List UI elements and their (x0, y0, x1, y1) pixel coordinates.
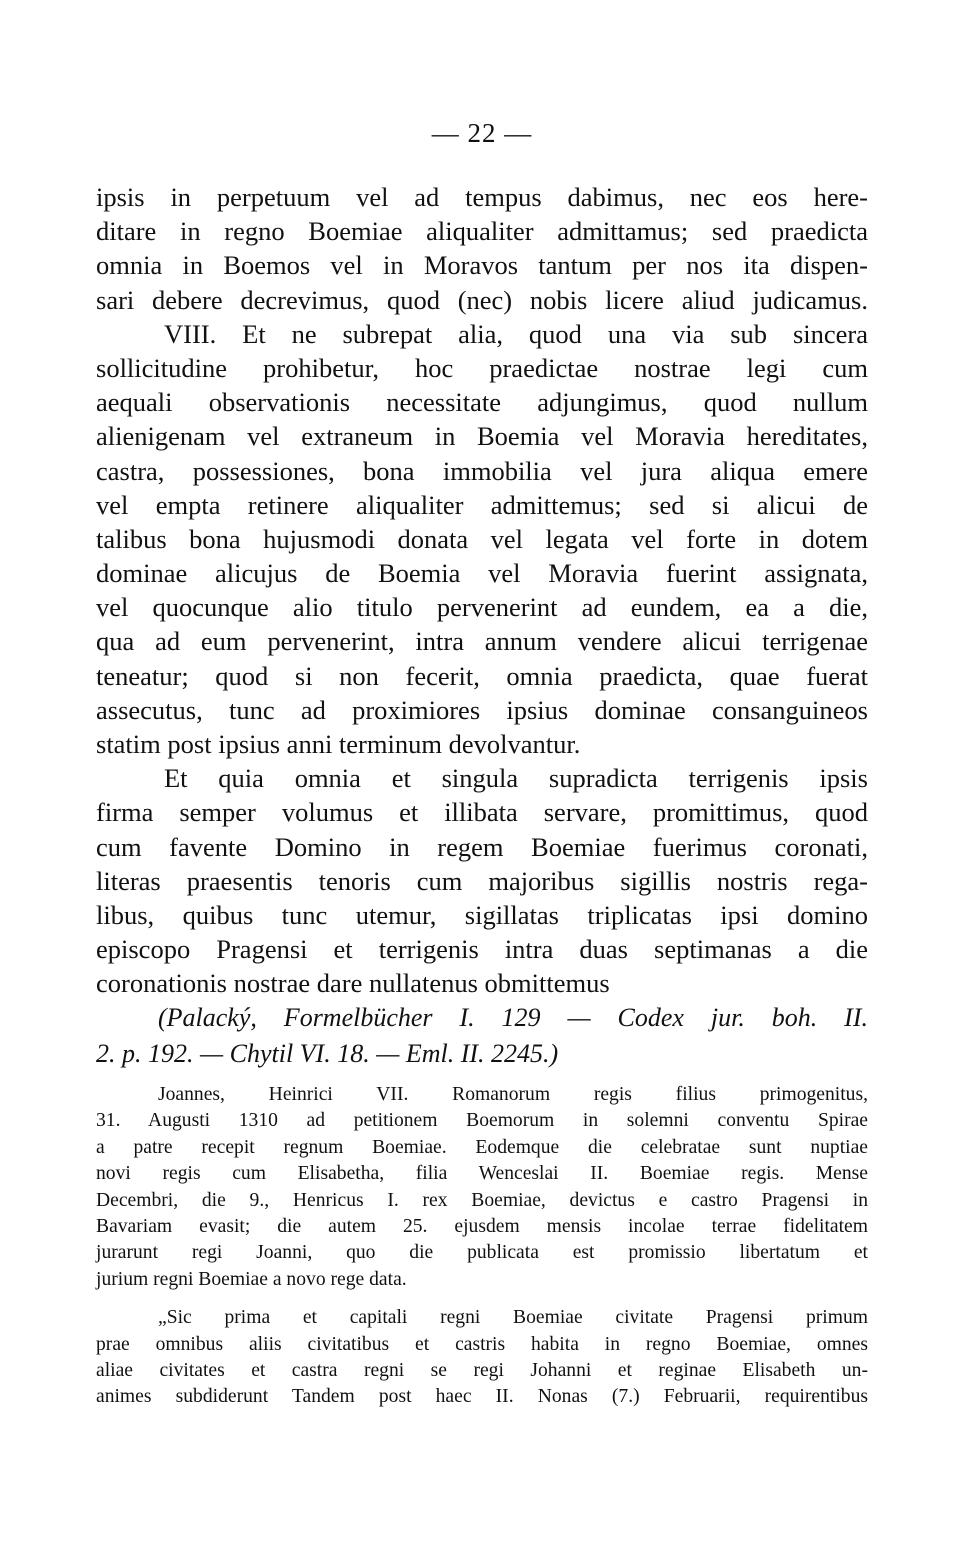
note-line: a patre recepit regnum Boemiae. Eodemque die celebratae sunt nuptiae (96, 1136, 868, 1158)
main-line: qua ad eum pervenerint, intra annum vendere alicui terrigenae (96, 626, 868, 657)
note-line: jurarunt regi Joanni, quo die publicata est promissio libertatum et (96, 1242, 868, 1264)
note-line: animes subdiderunt Tandem post haec II. Nonas (7.) Februarii, requirentibus (96, 1386, 868, 1408)
main-line: Et quia omnia et singula supradicta terrigenis ipsis (164, 763, 868, 794)
note-line: novi regis cum Elisabetha, filia Wenceslai II. Boemiae regis. Mense (96, 1163, 868, 1185)
main-line: aequali observationis necessitate adjungimus, quod nullum (96, 387, 868, 418)
note-line: prae omnibus aliis civitatibus et castris habita in regno Boemiae, omnes (96, 1333, 868, 1355)
main-line: ipsis in perpetuum vel ad tempus dabimus, nec eos here- (96, 182, 868, 212)
main-line: sollicitudine prohibetur, hoc praedictae nostrae legi cum (96, 352, 868, 383)
commentary-notes (96, 1082, 868, 1411)
main-line: libus, quibus tunc utemur, sigillatas triplicatas ipsi domino (96, 899, 868, 930)
main-line: assecutus, tunc ad proximiores ipsius dominae consanguineos (96, 694, 868, 725)
main-line: firma semper volumus et illibata servare, promittimus, quod (96, 797, 868, 828)
note-line: jurium regni Boemiae a novo rege data. (96, 1268, 407, 1290)
main-text (96, 180, 868, 1001)
main-line: teneatur; quod si non fecerit, omnia praedicta, quae fuerat (96, 660, 868, 691)
note-line: Decembri, die 9., Henricus I. rex Boemiae, devictus e castro Pragensi in (96, 1189, 868, 1211)
main-line: castra, possessiones, bona immobilia vel jura aliqua emere (96, 455, 868, 486)
citation-line: (Palacký, Formelbücher I. 129 — Codex jur. boh. II. (158, 1003, 868, 1032)
main-line: cum favente Domino in regem Boemiae fuerimus coronati, (96, 831, 868, 862)
main-line: omnia in Boemos vel in Moravos tantum per nos ita dispen- (96, 250, 868, 281)
main-line: alienigenam vel extraneum in Boemia vel Moravia hereditates, (96, 421, 868, 452)
main-line: dominae alicujus de Boemia vel Moravia fuerint assignata, (96, 558, 868, 589)
main-line: coronationis nostrae dare nullatenus obmittemus (96, 968, 610, 999)
note-line: 31. Augusti 1310 ad petitionem Boemorum in solemni conventu Spirae (96, 1110, 868, 1132)
main-line: literas praesentis tenoris cum majoribus sigillis nostris rega- (96, 865, 868, 896)
main-line: talibus bona hujusmodi donata vel legata vel forte in dotem (96, 523, 868, 554)
main-line: vel quocunque alio titulo pervenerint ad eundem, ea a die, (96, 592, 868, 623)
main-line: ditare in regno Boemiae aliqualiter admittamus; sed praedicta (96, 216, 868, 247)
main-line: episcopo Pragensi et terrigenis intra duas septimanas a die (96, 934, 868, 965)
note-line: „Sic prima et capitali regni Boemiae civitate Pragensi primum (158, 1307, 868, 1329)
note-line: Bavariam evasit; die autem 25. ejusdem mensis incolae terrae fidelitatem (96, 1215, 868, 1237)
main-line: statim post ipsius anni terminum devolvantur. (96, 729, 581, 759)
main-line: sari debere decrevimus, quod (nec) nobis licere aliud judicamus. (96, 284, 868, 315)
main-line: VIII. Et ne subrepat alia, quod una via sub sincera (164, 318, 868, 349)
page-number: — 22 — (431, 118, 533, 148)
main-line: vel empta retinere aliqualiter admittemus; sed si alicui de (96, 489, 868, 520)
note-line: Joannes, Heinrici VII. Romanorum regis filius primogenitus, (158, 1084, 868, 1105)
source-citation (96, 1000, 868, 1072)
citation-line: 2. p. 192. — Chytil VI. 18. — Eml. II. 2245.) (96, 1039, 559, 1068)
note-line: aliae civitates et castra regni se regi Johanni et reginae Elisabeth un- (96, 1359, 868, 1381)
paragraph-gap (96, 1293, 868, 1305)
